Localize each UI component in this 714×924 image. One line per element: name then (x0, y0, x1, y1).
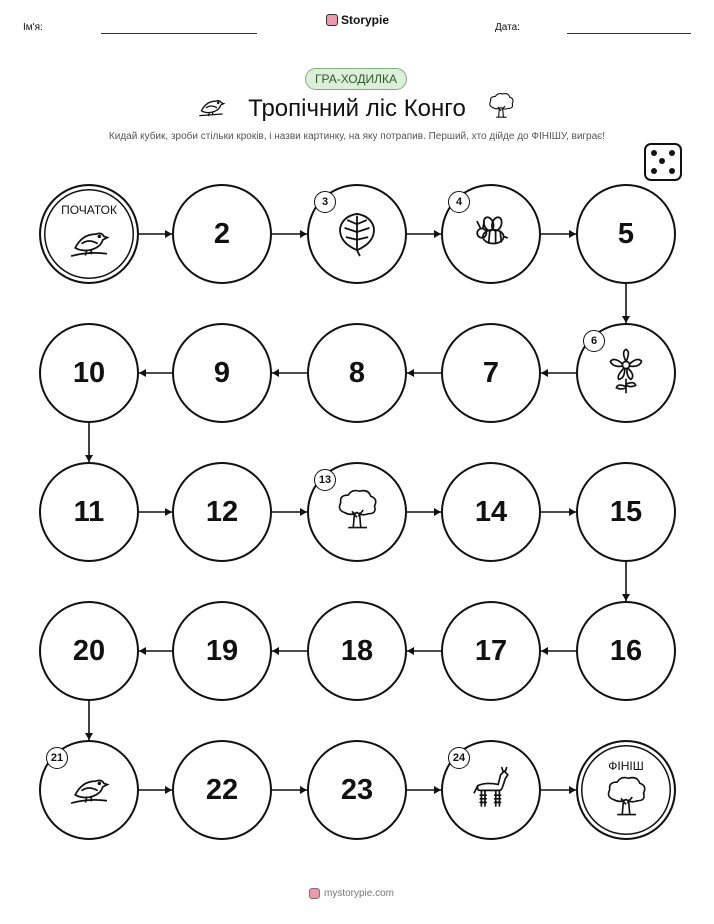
arrow-head (569, 786, 576, 794)
finish-cell (576, 740, 676, 840)
cell-number: 17 (474, 634, 508, 667)
arrow-head (434, 786, 441, 794)
arrow-head (272, 369, 279, 377)
cell-number: 20 (72, 634, 106, 667)
board-cell-22 (172, 740, 272, 840)
arrow-head (165, 230, 172, 238)
arrow-head (407, 369, 414, 377)
leaf-icon (331, 206, 383, 263)
arrow-head (541, 647, 548, 655)
board-cell-9 (172, 323, 272, 423)
tree-icon (601, 772, 651, 827)
arrow-head (407, 647, 414, 655)
board-cell-17 (441, 601, 541, 701)
cell-number: 5 (617, 217, 635, 250)
board-cell-18 (307, 601, 407, 701)
okapi-icon (467, 764, 515, 817)
footer-url: mystorypie.com (324, 888, 395, 899)
cell-number: 8 (348, 356, 366, 389)
brand-name: Storypie (341, 13, 390, 27)
date-label: Дата: (495, 22, 520, 33)
board-cell-10 (39, 323, 139, 423)
arrow-head (139, 369, 146, 377)
bird-icon (66, 765, 112, 816)
arrow-head (300, 230, 307, 238)
arrow-head (569, 508, 576, 516)
cell-number: 10 (72, 356, 106, 389)
cell-number-badge: 4 (448, 191, 470, 213)
board-cell-2 (172, 184, 272, 284)
footer (309, 888, 394, 899)
arrow-head (434, 230, 441, 238)
board-cell-5 (576, 184, 676, 284)
arrow-head (300, 508, 307, 516)
storypie-logo-icon (309, 888, 320, 899)
board-cell-15 (576, 462, 676, 562)
arrow-head (139, 647, 146, 655)
start-cell (39, 184, 139, 284)
cell-number: 22 (205, 773, 239, 806)
board-cell-20 (39, 601, 139, 701)
flower-icon (602, 347, 650, 400)
board-cell-14 (441, 462, 541, 562)
tree-icon (332, 485, 382, 540)
arrow-head (165, 508, 172, 516)
cell-number: 16 (609, 634, 643, 667)
arrow-head (541, 369, 548, 377)
arrow-head (622, 316, 630, 323)
arrow-head (272, 647, 279, 655)
arrow-head (165, 786, 172, 794)
cell-number: 15 (609, 495, 643, 528)
cell-number-badge: 6 (583, 330, 605, 352)
cell-number: 9 (213, 356, 231, 389)
board-cell-11 (39, 462, 139, 562)
cell-number: 19 (205, 634, 239, 667)
name-label: Ім'я: (23, 22, 43, 33)
cell-number: 18 (340, 634, 374, 667)
board-cell-12 (172, 462, 272, 562)
cell-number: 11 (73, 495, 105, 528)
board-cell-16 (576, 601, 676, 701)
page-title: Тропічний ліс Конго (248, 95, 466, 122)
cell-number-badge: 3 (314, 191, 336, 213)
cell-number: 2 (213, 217, 231, 250)
cell-number: 12 (205, 495, 239, 528)
bee-icon (468, 209, 514, 260)
arrow-head (85, 455, 93, 462)
arrow-head (300, 786, 307, 794)
arrow-head (569, 230, 576, 238)
game-tag: ГРА-ХОДИЛКА (305, 68, 407, 90)
start-label: ПОЧАТОК (61, 203, 117, 217)
board-cell-8 (307, 323, 407, 423)
finish-label: ФІНІШ (608, 759, 644, 773)
board-cell-23 (307, 740, 407, 840)
cell-number: 23 (340, 773, 374, 806)
cell-number: 7 (482, 356, 500, 389)
board-cell-19 (172, 601, 272, 701)
arrow-head (85, 733, 93, 740)
bird-icon (66, 218, 112, 269)
cell-number-badge: 21 (46, 747, 68, 769)
board-cell-7 (441, 323, 541, 423)
cell-number-badge: 24 (448, 747, 470, 769)
arrow-head (434, 508, 441, 516)
cell-number-badge: 13 (314, 469, 336, 491)
cell-number: 14 (474, 495, 508, 528)
arrow-head (622, 594, 630, 601)
instructions: Кидай кубик, зроби стільки кроків, і назви картинку, на яку потрапив. Перший, хто дійде до ФІНІШУ, виграє! (108, 131, 606, 142)
